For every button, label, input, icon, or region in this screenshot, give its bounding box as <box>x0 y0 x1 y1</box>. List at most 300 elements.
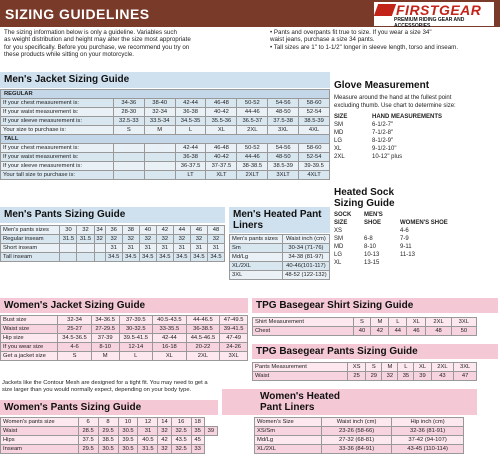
table-cell: 38 <box>122 226 139 235</box>
sock-chart <box>334 211 494 267</box>
table-cell: 47-49 <box>220 334 248 343</box>
table-cell: 30-34 (71-76) <box>282 244 329 253</box>
chart-cell: MD <box>334 130 344 136</box>
table-row <box>255 436 464 445</box>
table-cell <box>113 171 144 180</box>
table-cell: Waist inch (cm) <box>282 235 329 244</box>
womens-pants-title: Women's Pants Sizing Guide <box>0 400 218 415</box>
table-cell <box>144 162 175 171</box>
table-cell: 32-34 <box>144 108 175 117</box>
chart-row <box>334 259 494 267</box>
table-cell: 36.5-37 <box>237 117 268 126</box>
table-cell <box>60 244 77 253</box>
table-cell: 31 <box>105 244 122 253</box>
womens-heated-table <box>254 417 464 454</box>
table-cell: 36-38 <box>175 153 206 162</box>
mens-heated-title: Men's Heated Pant Liners <box>229 207 330 233</box>
table-cell: If your waist measurement is: <box>1 108 114 117</box>
tpg-pants-title: TPG Basegear Pants Sizing Guide <box>252 344 498 359</box>
table-cell: 48-50 <box>268 153 299 162</box>
table-row <box>253 327 477 336</box>
table-cell <box>144 171 175 180</box>
table-cell: 40 <box>353 327 371 336</box>
table-row <box>1 316 248 325</box>
table-cell: If you wear size <box>1 343 58 352</box>
chart-cell: 13-15 <box>364 260 380 266</box>
table-cell: Hips <box>1 436 79 445</box>
womens-jacket-table <box>0 315 248 361</box>
glove-chart <box>334 113 494 161</box>
womens-jacket-title: Women's Jacket Sizing Guide <box>0 298 248 313</box>
table-cell: 37.5 <box>78 436 98 445</box>
table-cell: 35.5-36 <box>206 117 237 126</box>
table-cell: REGULAR <box>1 90 330 99</box>
tpg-pants-table <box>252 362 477 381</box>
chart-cell: MEN'S SHOE <box>364 212 383 226</box>
table-cell: Pants Measurement <box>253 363 348 372</box>
table-cell: 36-38 <box>175 108 206 117</box>
table-cell: 3XL <box>230 271 283 280</box>
table-cell: Tall inseam <box>1 253 60 262</box>
table-cell: 25-27 <box>58 325 92 334</box>
table-cell: XL/2XL <box>255 445 322 454</box>
chart-cell: SOCK SIZE <box>334 212 352 226</box>
chart-row <box>334 121 494 129</box>
table-cell: 38-38.5 <box>237 162 268 171</box>
table-cell: Waist size <box>1 325 58 334</box>
table-cell: Bust size <box>1 316 58 325</box>
table-cell: M <box>91 352 119 361</box>
table-cell: 47-49.5 <box>220 316 248 325</box>
table-cell <box>60 253 77 262</box>
table-cell: 44-46 <box>237 108 268 117</box>
table-cell: 32 <box>158 445 171 454</box>
table-cell: If your chest measurement is: <box>1 99 114 108</box>
table-cell <box>144 144 175 153</box>
table-cell: 40-42 <box>206 108 237 117</box>
table-cell: 39-41.5 <box>220 325 248 334</box>
table-cell: 32 <box>94 235 105 244</box>
chart-row <box>334 251 494 259</box>
table-cell: 37-37.5 <box>206 162 237 171</box>
chart-row <box>334 129 494 137</box>
table-cell: 37.5-38 <box>268 117 299 126</box>
chart-cell: 2XL <box>334 154 345 160</box>
table-row <box>1 418 218 427</box>
chart-row <box>334 153 494 161</box>
table-cell: XS/Sm <box>255 427 322 436</box>
table-cell: 4XLT <box>299 171 330 180</box>
table-cell: 27-32 (68-81) <box>321 436 391 445</box>
table-cell: XL <box>407 318 426 327</box>
table-row <box>1 226 225 235</box>
table-cell: S <box>366 363 382 372</box>
table-cell: 12 <box>138 418 158 427</box>
table-cell: 30 <box>60 226 77 235</box>
table-cell: 39.5 <box>118 436 138 445</box>
table-cell: Women's Size <box>255 418 322 427</box>
table-cell: 8 <box>98 418 118 427</box>
table-row <box>1 99 330 108</box>
table-cell: Get a jacket size <box>1 352 58 361</box>
table-cell <box>94 244 105 253</box>
chart-row <box>334 137 494 145</box>
table-cell: 36-38.5 <box>186 325 220 334</box>
table-cell: 32 <box>173 235 190 244</box>
table-cell: 30.5 <box>98 445 118 454</box>
womens-jacket-note: Jackets like the Contour Mesh are designed for a tight fit. You may need to get a size larger than you would normally expect, depending on your body type. <box>2 380 208 393</box>
table-cell: 3XL <box>268 126 299 135</box>
chart-cell: XL <box>334 260 342 266</box>
table-row <box>253 363 477 372</box>
chart-cell: 9-11 <box>400 244 412 250</box>
table-cell: 29 <box>366 372 382 381</box>
table-row <box>253 372 477 381</box>
table-cell: Your size to purchase is: <box>1 126 114 135</box>
table-cell: Shirt Measurement <box>253 318 354 327</box>
table-header-row <box>255 418 464 427</box>
table-cell: 48-52 (122-132) <box>282 271 329 280</box>
table-cell: 58-60 <box>299 144 330 153</box>
table-cell: 40.5 <box>138 436 158 445</box>
table-cell: 31 <box>190 244 207 253</box>
table-cell: 46 <box>190 226 207 235</box>
table-cell: 40-42 <box>206 153 237 162</box>
table-cell: S <box>353 318 371 327</box>
table-cell: 2XLT <box>237 171 268 180</box>
header-bar <box>0 0 500 27</box>
table-cell: 32.5 <box>171 427 191 436</box>
table-cell: 31.5 <box>77 235 94 244</box>
table-cell <box>113 144 144 153</box>
table-cell: 34.5-36.5 <box>58 334 92 343</box>
table-cell: L <box>398 363 414 372</box>
table-row <box>255 445 464 454</box>
table-cell <box>94 253 105 262</box>
table-cell: 31.5 <box>138 445 158 454</box>
table-cell: 32 <box>158 427 171 436</box>
table-cell: 34.5 <box>207 253 224 262</box>
table-cell: Men's pants sizes <box>230 235 283 244</box>
table-cell: If your chest measurement is: <box>1 144 114 153</box>
mens-jacket-title: Men's Jacket Sizing Guide <box>0 72 330 88</box>
table-cell: 44-46 <box>237 153 268 162</box>
table-cell: 20-22 <box>186 343 220 352</box>
table-cell: Women's pants size <box>1 418 79 427</box>
table-cell: 3XL <box>451 318 476 327</box>
table-cell: M <box>144 126 175 135</box>
table-row <box>1 171 330 180</box>
table-cell: S <box>58 352 92 361</box>
table-cell: L <box>119 352 153 361</box>
table-cell: 29.5 <box>98 427 118 436</box>
table-cell: 3XL <box>220 352 248 361</box>
table-cell: 29.5 <box>78 445 98 454</box>
table-cell: Hip inch (cm) <box>392 418 464 427</box>
tpg-shirt-title: TPG Basegear Shirt Sizing Guide <box>252 298 498 313</box>
table-cell: 31 <box>138 427 158 436</box>
table-row <box>253 318 477 327</box>
table-cell: 54-56 <box>268 99 299 108</box>
table-cell: If your waist measurement is: <box>1 153 114 162</box>
chart-cell: 7-1/2-8" <box>372 130 394 136</box>
table-cell: 44 <box>173 226 190 235</box>
brand-name: FIRSTGEAR <box>396 2 482 18</box>
table-cell: 34 <box>94 226 105 235</box>
table-cell: 35 <box>191 427 204 436</box>
table-cell: 30.5 <box>118 445 138 454</box>
table-row <box>1 253 225 262</box>
table-cell: 32 <box>382 372 398 381</box>
table-cell: 40 <box>139 226 156 235</box>
section-row <box>1 90 330 99</box>
mens-jacket-table <box>0 89 330 180</box>
table-cell: 32 <box>139 235 156 244</box>
table-cell: XL <box>153 352 187 361</box>
table-cell: 32 <box>77 226 94 235</box>
table-cell: 34.5 <box>156 253 173 262</box>
chart-cell: WOMEN'S SHOE <box>400 220 448 226</box>
table-row <box>1 235 225 244</box>
table-row <box>255 427 464 436</box>
mens-pants-title: Men's Pants Sizing Guide <box>0 207 225 223</box>
table-cell: 16-18 <box>153 343 187 352</box>
table-cell: 16 <box>171 418 191 427</box>
table-cell: 35 <box>398 372 414 381</box>
table-cell: 42 <box>158 436 171 445</box>
table-cell: 2XL <box>426 318 451 327</box>
chart-cell: 4-6 <box>400 228 409 234</box>
table-cell: 54-56 <box>268 144 299 153</box>
table-cell: 30-32.5 <box>119 325 153 334</box>
table-cell <box>144 153 175 162</box>
brand-logo <box>374 2 494 29</box>
table-cell: 39-39.5 <box>299 162 330 171</box>
chart-cell: 7-9 <box>400 236 409 242</box>
table-cell: 34.5 <box>139 253 156 262</box>
table-cell: 32 <box>207 235 224 244</box>
chart-row <box>334 145 494 153</box>
table-cell: Inseam <box>1 445 79 454</box>
table-cell: 23-26 (58-66) <box>321 427 391 436</box>
table-cell: 34.5 <box>190 253 207 262</box>
table-cell: Md/Lg <box>255 436 322 445</box>
table-cell: 38.5-39 <box>299 117 330 126</box>
table-cell: 28-30 <box>113 108 144 117</box>
table-cell: 31 <box>156 244 173 253</box>
table-cell: M <box>382 363 398 372</box>
table-cell: 33-35.5 <box>153 325 187 334</box>
table-cell: XS <box>348 363 366 372</box>
section-row <box>1 135 330 144</box>
table-cell: 34-36 <box>113 99 144 108</box>
table-cell: 43-45 (110-114) <box>392 445 464 454</box>
table-cell: 45 <box>191 436 204 445</box>
table-cell: XLT <box>206 171 237 180</box>
table-row <box>1 117 330 126</box>
table-cell: 2XL <box>237 126 268 135</box>
chart-cell: 6-8 <box>364 236 373 242</box>
chart-cell: 8-1/2-9" <box>372 138 394 144</box>
chart-header <box>334 113 494 121</box>
mens-pants-table <box>0 225 225 262</box>
chart-cell: 8-10 <box>364 244 377 250</box>
chart-header <box>334 211 494 227</box>
table-cell: Sm <box>230 244 283 253</box>
table-cell: 47 <box>454 372 477 381</box>
table-cell: 39.5-41.5 <box>119 334 153 343</box>
table-cell: 40-46(101-117) <box>282 262 329 271</box>
table-cell: 33 <box>191 445 204 454</box>
chart-cell: XL <box>334 146 342 152</box>
chart-cell: 11-13 <box>400 252 415 258</box>
table-cell: 33-36 (84-91) <box>321 445 391 454</box>
table-cell <box>77 244 94 253</box>
table-cell: 48-50 <box>268 108 299 117</box>
table-cell: 38-40 <box>144 99 175 108</box>
table-cell: S <box>113 126 144 135</box>
chart-cell: 6-1/2-7" <box>372 122 394 128</box>
table-cell: 37-39.5 <box>119 316 153 325</box>
table-cell: Waist <box>1 427 79 436</box>
table-cell: Chest <box>253 327 354 336</box>
womens-heated-title: Women's Heated Pant Liners <box>222 389 477 415</box>
table-row <box>1 343 248 352</box>
table-cell: 32 <box>122 235 139 244</box>
table-row <box>230 253 330 262</box>
table-row <box>1 108 330 117</box>
table-cell: 34-38 (81-97) <box>282 253 329 262</box>
table-cell: 4XL <box>299 126 330 135</box>
table-cell: 34.5 <box>122 253 139 262</box>
table-cell: 24-26 <box>220 343 248 352</box>
table-cell: 52-54 <box>299 153 330 162</box>
table-row <box>1 427 218 436</box>
table-cell: 38.5 <box>98 436 118 445</box>
table-cell: L <box>389 318 407 327</box>
table-row <box>1 162 330 171</box>
table-cell: 44.5-46.5 <box>186 334 220 343</box>
glove-desc: Measure around the hand at the fullest point excluding thumb. Use chart to determine size: <box>334 95 456 109</box>
table-row <box>1 436 218 445</box>
table-cell: 28.5 <box>78 427 98 436</box>
table-header-row <box>230 235 330 244</box>
chart-cell: SIZE <box>334 114 348 120</box>
table-row <box>230 262 330 271</box>
chart-cell: 10-13 <box>364 252 380 258</box>
table-cell: 31 <box>122 244 139 253</box>
table-cell: 42 <box>371 327 389 336</box>
intro-text: The sizing information below is only a guideline. Variables such as weight distribution and height may alter the size most appropriate for you specifically. Before you purchase, we recommend you try on these products while sitting on your motorcycle. <box>4 29 191 59</box>
table-cell: XL <box>414 363 431 372</box>
table-cell: 48 <box>426 327 451 336</box>
chart-cell: LG <box>334 138 343 144</box>
table-cell: 50-52 <box>237 99 268 108</box>
table-cell: Your tall size to purchase is: <box>1 171 114 180</box>
chart-cell: 9-1/2-10" <box>372 146 397 152</box>
glove-title: Glove Measurement <box>334 80 430 91</box>
table-cell: XL/2XL <box>230 262 283 271</box>
table-cell: TALL <box>1 135 330 144</box>
table-cell: Short inseam <box>1 244 60 253</box>
table-row <box>1 334 248 343</box>
table-cell: 32.5-33 <box>113 117 144 126</box>
table-cell <box>113 162 144 171</box>
mens-heated-table <box>229 234 330 280</box>
chart-row <box>334 227 494 235</box>
table-cell: Hip size <box>1 334 58 343</box>
table-cell: 8-10 <box>91 343 119 352</box>
table-cell: 42 <box>156 226 173 235</box>
table-cell: 50-52 <box>237 144 268 153</box>
table-cell: 32 <box>156 235 173 244</box>
table-cell: 43 <box>431 372 454 381</box>
table-cell: 18 <box>191 418 204 427</box>
table-row <box>1 325 248 334</box>
table-row <box>230 271 330 280</box>
table-row <box>1 126 330 135</box>
table-cell: XL <box>206 126 237 135</box>
table-cell: 3XLT <box>268 171 299 180</box>
table-cell: 31.5 <box>60 235 77 244</box>
table-cell: 42-44 <box>175 144 206 153</box>
table-cell: 42-44 <box>175 99 206 108</box>
table-row <box>1 144 330 153</box>
table-cell: 31 <box>207 244 224 253</box>
table-cell: Md/Lg <box>230 253 283 262</box>
table-cell: 50 <box>451 327 476 336</box>
table-cell: 32 <box>105 235 122 244</box>
table-cell: 36 <box>105 226 122 235</box>
table-cell: 37-39 <box>91 334 119 343</box>
table-cell: 36-37.5 <box>175 162 206 171</box>
table-cell: M <box>371 318 389 327</box>
table-cell: 25 <box>348 372 366 381</box>
table-cell: 52-54 <box>299 108 330 117</box>
table-cell: 12-14 <box>119 343 153 352</box>
chart-cell: SM <box>334 122 343 128</box>
table-cell: If your sleeve measurement is: <box>1 162 114 171</box>
chart-cell: HAND MEASUREMENTS <box>372 114 443 120</box>
chart-row <box>334 243 494 251</box>
fit-notes: • Pants and overpants fit true to size. If you wear a size 34" waist jeans, purchase a size 34 pants. • Tall sizes are 1" to 1-1/2" longer in sleeve length, torso and inseam. <box>270 29 459 51</box>
tpg-shirt-table <box>252 317 477 336</box>
table-cell: 58-60 <box>299 99 330 108</box>
table-cell: 32-36 (81-91) <box>392 427 464 436</box>
table-cell: 44-46.5 <box>186 316 220 325</box>
brand-tagline: PREMIUM RIDING GEAR AND ACCESSORIES <box>394 17 465 29</box>
table-cell: 43.5 <box>171 436 191 445</box>
table-cell: 32-34 <box>58 316 92 325</box>
chart-cell: MD <box>334 244 344 250</box>
chart-row <box>334 235 494 243</box>
table-cell: 48 <box>207 226 224 235</box>
table-cell: 10 <box>118 418 138 427</box>
table-cell: 39 <box>204 427 217 436</box>
table-cell: LT <box>175 171 206 180</box>
table-cell: 34-36.5 <box>91 316 119 325</box>
sock-title: Heated Sock Sizing Guide <box>334 187 395 209</box>
table-cell: 31 <box>173 244 190 253</box>
table-cell: 32.5 <box>171 445 191 454</box>
table-cell: If your sleeve measurement is: <box>1 117 114 126</box>
table-cell: 34.5 <box>173 253 190 262</box>
table-row <box>1 445 218 454</box>
table-row <box>1 352 248 361</box>
table-cell <box>77 253 94 262</box>
womens-pants-table <box>0 417 218 454</box>
table-cell: 38.5-39 <box>268 162 299 171</box>
